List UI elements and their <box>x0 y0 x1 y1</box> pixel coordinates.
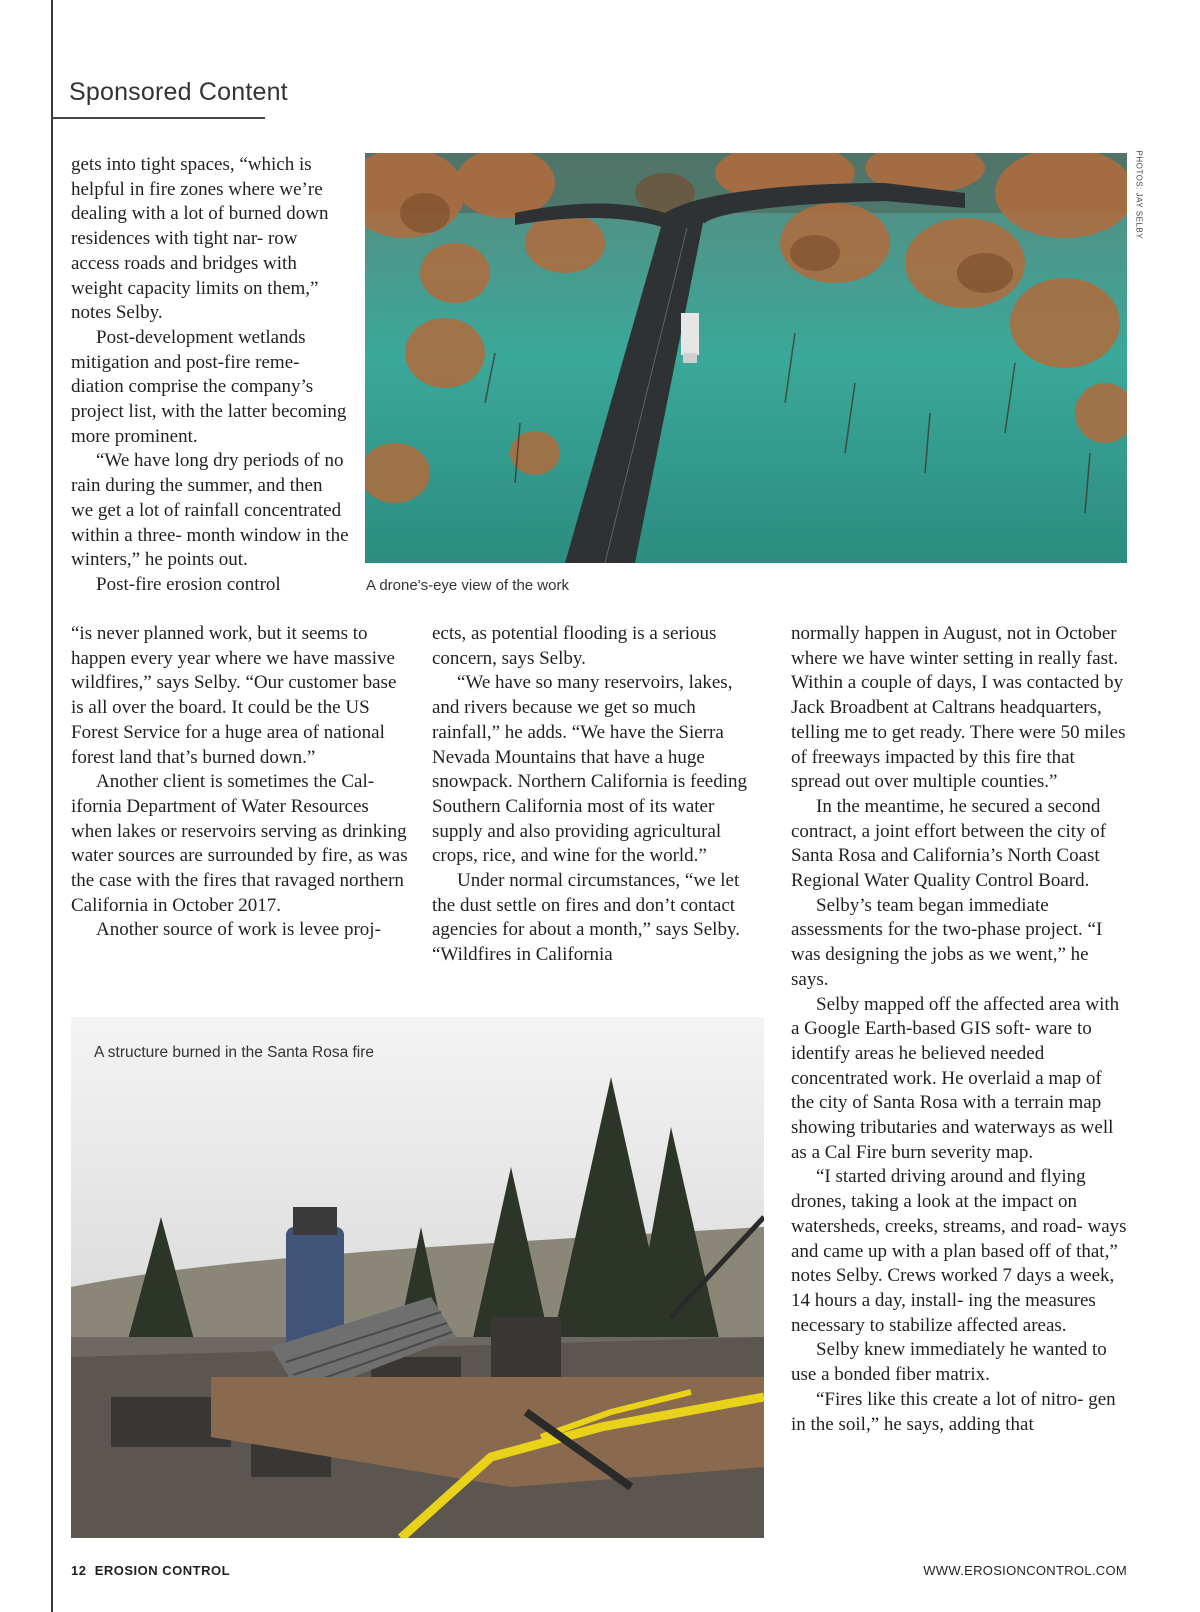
paragraph: Selby mapped off the affected area with a Google Earth-based GIS soft- ware to identify areas he believed needed concentrated work. He overlaid a map of the city of Santa Rosa with a terrain map showing tributaries and waterways as well as a Cal Fire burn severity map. <box>791 993 1120 1163</box>
paragraph: Post-development wetlands mitigation and post-fire reme- diation comprise the company’s project list, with the latter becoming more prominent. <box>71 326 347 447</box>
paragraph: “is never planned work, but it seems to happen every year where we have massive wildfires,” says Selby. “Our customer base is all over the board. It could be the US Forest Service for a huge area of national forest land that’s burned down.” <box>71 623 397 768</box>
article-column-4 <box>791 622 1129 1437</box>
burned-structure-caption: A structure burned in the Santa Rosa fire <box>94 1044 375 1061</box>
paragraph: Another source of work is levee proj- <box>96 919 381 941</box>
paragraph: In the meantime, he secured a second contract, a joint effort between the city of Santa Rosa and California’s North Coast Regional Water Quality Control Board. <box>791 795 1107 892</box>
left-margin-rule <box>51 0 53 1612</box>
paragraph: “Fires like this create a lot of nitro- gen in the soil,” he says, adding that <box>791 1388 1116 1435</box>
drone-photo-caption: A drone's-eye view of the work <box>366 577 569 594</box>
paragraph: ects, as potential flooding is a serious concern, says Selby. <box>432 623 717 669</box>
footer-url[interactable]: WWW.EROSIONCONTROL.COM <box>923 1563 1127 1578</box>
paragraph: Another client is sometimes the Cal- ifornia Department of Water Resources when lakes or reservoirs serving as drinking water sources are surrounded by fire, as was the case with the fires that ravaged northern California in October 2017. <box>71 771 408 916</box>
article-column-1 <box>71 153 349 598</box>
paragraph: “I started driving around and flying drones, taking a look at the impact on watersheds, creeks, streams, and road- ways and came up with a plan based off of that,” notes Selby. Crews worked 7 days a week, 14 hours a day, install- ing the measures necessary to stabilize affected areas. <box>791 1166 1127 1336</box>
paragraph: Post-fire erosion control <box>96 573 281 595</box>
paragraph: “We have so many reservoirs, lakes, and rivers because we get so much rainfall,” he adds. “We have the Sierra Nevada Mountains that have a huge snowpack. Northern California is feeding Southern California most of its water supply and also providing agricultural crops, rice, and wine for the world.” <box>432 672 747 867</box>
paragraph: Selby knew immediately he wanted to use a bonded fiber matrix. <box>791 1339 1107 1386</box>
burned-structure-photo <box>71 1017 764 1538</box>
paragraph: Under normal circumstances, “we let the dust settle on fires and don’t contact agencies for about a month,” says Selby. “Wildfires in California <box>432 870 740 966</box>
section-title: Sponsored Content <box>69 78 288 106</box>
article-column-3 <box>432 622 757 968</box>
drone-photo <box>365 153 1127 563</box>
section-title-underline <box>51 117 265 119</box>
paragraph: Selby’s team began immediate assessments for the two-phase project. “I was designing the jobs as we went,” he says. <box>791 894 1103 990</box>
page-number: 12 <box>71 1563 87 1578</box>
footer-folio <box>71 1563 230 1578</box>
article-column-2 <box>71 622 409 943</box>
photo-credit: PHOTOS: JAY SELBY <box>1134 150 1144 240</box>
publication-name: EROSION CONTROL <box>94 1563 231 1578</box>
paragraph: “We have long dry periods of no rain during the summer, and then we get a lot of rainfall concentrated within a three- month window in the winters,” he points out. <box>71 450 349 571</box>
paragraph: normally happen in August, not in October where we have winter setting in really fast. Within a couple of days, I was contacted by Jack Broadbent at Caltrans headquarters, telling me to get ready. There were 50 miles of freeways impacted by this fire that spread out over multiple counties.” <box>791 623 1126 793</box>
paragraph: gets into tight spaces, “which is helpful in fire zones where we’re dealing with a lot of burned down residences with tight nar- row access roads and bridges with weight capacity limits on them,” notes Selby. <box>71 154 329 324</box>
